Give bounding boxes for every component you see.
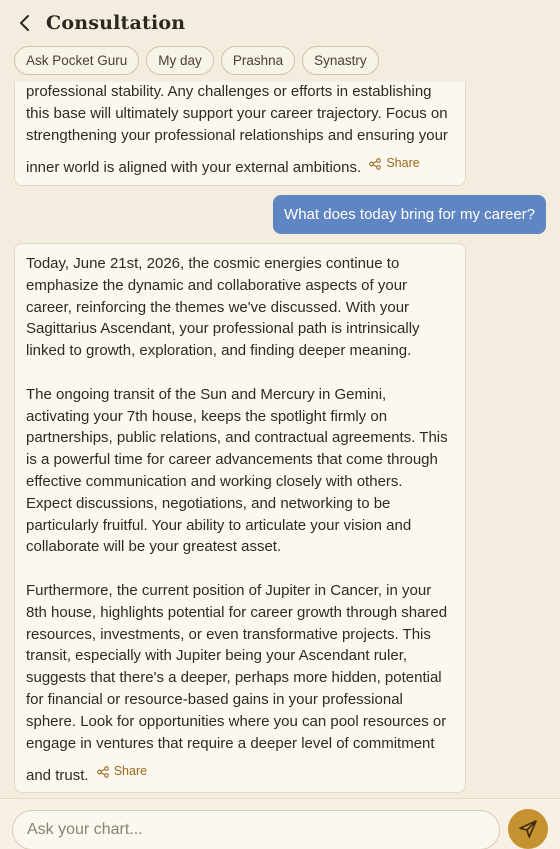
chip-my-day[interactable]: My day [146,46,214,75]
paragraph-2 [26,384,454,558]
chip-prashna[interactable]: Prashna [221,46,295,75]
chip-ask-pocket-guru[interactable]: Ask Pocket Guru [14,46,139,75]
share-label: Share [113,764,148,779]
send-button[interactable] [508,809,548,849]
text-line: Furthermore, the current position of Jupiter in Cancer, in your [26,581,432,599]
text-line: particularly fruitful. Your ability to articulate your vision and [26,516,412,534]
message-text: What does today bring for my career? [284,206,535,223]
text-line: resources, investments, or even transformative projects. This [26,625,431,643]
send-icon [518,819,538,839]
chevron-left-icon [18,14,32,32]
text-line: inner world is aligned with your external ambitions. [26,159,362,177]
chat-area[interactable] [0,82,560,798]
ai-message [14,243,466,793]
text-line: The ongoing transit of the Sun and Mercury in Gemini, [26,385,387,403]
text-line: this base will ultimately support your career trajectory. Focus on [26,104,448,122]
share-icon [97,766,109,778]
text-line: is a powerful time for career advancements that come through [26,451,438,469]
text-line: partnerships, public relations, and contractual agreements. This [26,429,448,447]
chip-synastry[interactable]: Synastry [302,46,379,75]
text-line: Today, June 21st, 2026, the cosmic energies continue to [26,255,400,272]
text-line: emphasize the dynamic and collaborative aspects of your [26,276,408,294]
user-message [273,195,546,234]
back-button[interactable] [14,12,36,34]
header [0,0,560,46]
message-text [26,82,454,179]
chat-input[interactable] [12,810,500,849]
text-line: engage in ventures that require a deeper level of commitment [26,734,435,752]
text-line: effective communication and working closely with others. [26,472,403,490]
text-line: for financial or resource-based gains in your professional [26,690,403,708]
share-label: Share [386,156,420,171]
paragraph-1 [26,253,454,362]
paragraph-3 [26,580,454,787]
text-line: suggests that there's a deeper, perhaps more hidden, potential [26,669,442,687]
text-line: activating your 7th house, keeps the spotlight firmly on [26,407,388,425]
share-button[interactable] [369,153,419,175]
composer [0,798,560,849]
text-line: career, reinforcing the themes we've discussed. With your [26,298,410,316]
share-icon [369,158,381,170]
text-line: sphere. Look for opportunities where you can pool resources or [26,712,447,730]
text-line: strengthening your professional relationships and ensuring your [26,126,448,144]
text-line: linked to growth, exploration, and finding deeper meaning. [26,342,412,360]
text-line: collaborate will be your greatest asset. [26,538,282,556]
share-button[interactable] [97,761,147,783]
text-line: Expect discussions, negotiations, and networking to be [26,494,391,512]
text-line: 8th house, highlights potential for career growth through shared [26,603,448,621]
text-line: Sagittarius Ascendant, your professional path is intrinsically [26,320,420,338]
text-line: and trust. [26,767,89,785]
quick-chips [14,46,379,75]
ai-message-previous [14,82,466,186]
text-line: professional stability. Any challenges or efforts in establishing [26,83,432,100]
page-title: Consultation [46,12,186,34]
text-line: transit, especially with Jupiter being your Ascendant ruler, [26,647,408,665]
